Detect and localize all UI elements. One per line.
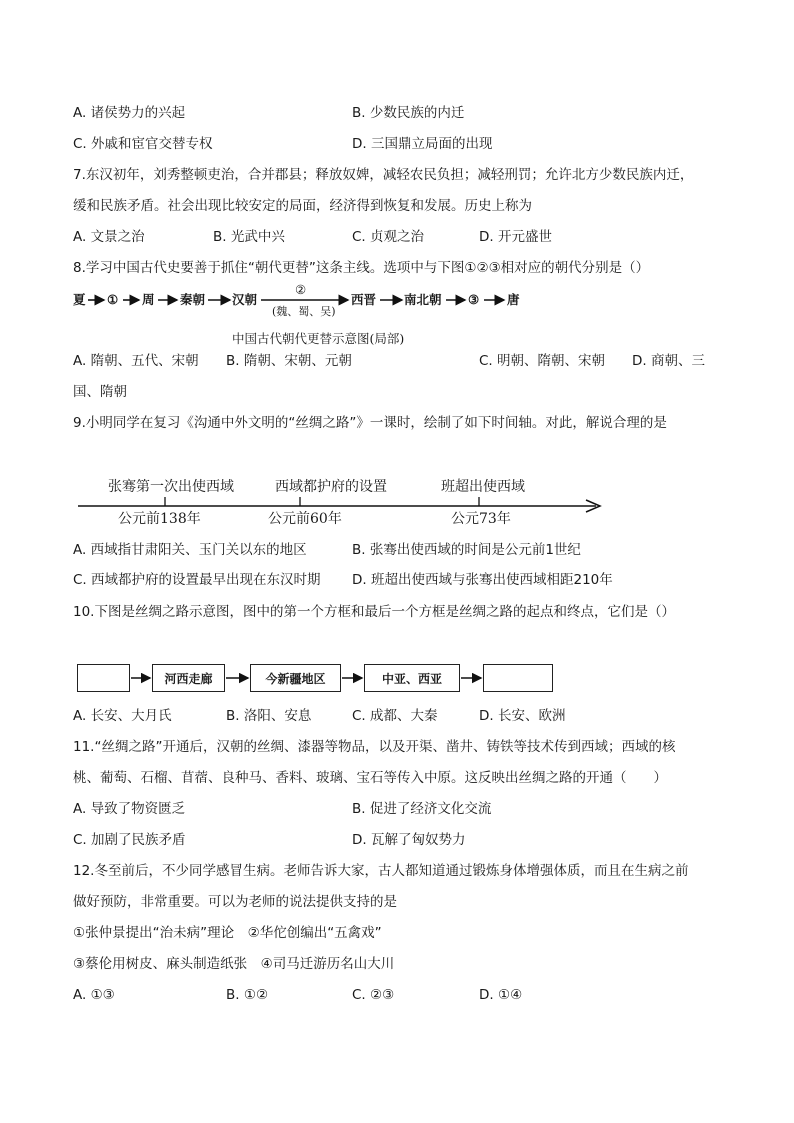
chain-mark-2-note: (魏、蜀、吴) (272, 305, 336, 318)
q12-items-line1: ①张仲景提出“治未病”理论 ②华佗创编出“五禽戏” (73, 925, 382, 941)
q10-stem: 10.下图是丝绸之路示意图，图中的第一个方框和最后一个方框是丝绸之路的起点和终点，它们是（） (73, 604, 675, 620)
chain-mark-3: ③ (468, 292, 480, 307)
q8-option-b[interactable]: B. 隋朝、宋朝、元朝 (226, 353, 352, 369)
q11-option-a[interactable]: A. 导致了物资匮乏 (73, 801, 186, 817)
chain-han: 汉朝 (232, 292, 258, 307)
q11-option-b[interactable]: B. 促进了经济文化交流 (352, 801, 492, 817)
q7-option-b[interactable]: B. 光武中兴 (213, 229, 285, 245)
chain-north-south: 南北朝 (404, 292, 442, 307)
q11-stem-line2: 桃、葡萄、石榴、苜蓿、良种马、香料、玻璃、宝石等传入中原。这反映出丝绸之路的开通（ ） (73, 770, 667, 786)
chain-mark-2: ② (295, 282, 307, 297)
q10-option-a[interactable]: A. 长安、大月氏 (73, 708, 172, 724)
route-arrows (75, 672, 555, 684)
q11-option-c[interactable]: C. 加剧了民族矛盾 (73, 832, 186, 848)
q8-option-c[interactable]: C. 明朝、隋朝、宋朝 (479, 353, 606, 369)
q12-stem-line1: 12.冬至前后，不少同学感冒生病。老师告诉大家，古人都知道通过锻炼身体增强体质，而且在生病之前 (73, 863, 689, 879)
timeline-event-label-2: 西域都护府的设置 (275, 479, 387, 495)
q7-stem-line2: 缓和民族矛盾。社会出现比较安定的局面，经济得到恢复和发展。历史上称为 (73, 198, 532, 214)
q12-stem-line2: 做好预防，非常重要。可以为老师的说法提供支持的是 (73, 894, 397, 910)
chain-zhou: 周 (142, 292, 155, 307)
q10-option-c[interactable]: C. 成都、大秦 (352, 708, 438, 724)
q8-stem: 8.学习中国古代史要善于抓住“朝代更替”这条主线。选项中与下图①②③相对应的朝代分别是（） (73, 260, 650, 276)
chain-western-jin: 西晋 (351, 292, 377, 307)
chain-arrows (60, 285, 600, 325)
q10-option-d[interactable]: D. 长安、欧洲 (479, 708, 566, 724)
q12-option-c[interactable]: C. ②③ (352, 987, 395, 1003)
q7-option-d[interactable]: D. 开元盛世 (479, 229, 552, 245)
q9-stem: 9.小明同学在复习《沟通中外文明的“丝绸之路”》一课时，绘制了如下时间轴。对此，解说合理的是 (73, 415, 667, 431)
q9-option-d[interactable]: D. 班超出使西域与张骞出使西域相距210年 (352, 572, 613, 588)
q9-option-b[interactable]: B. 张骞出使西域的时间是公元前1世纪 (352, 542, 581, 558)
q7-option-c[interactable]: C. 贞观之治 (352, 229, 425, 245)
q7-stem-line1: 7.东汉初年，刘秀整顿吏治，合并郡县；释放奴婢，减轻农民负担；减轻刑罚；允许北方少数民族内迁， (73, 167, 694, 183)
q6-option-c[interactable]: C. 外戚和宦官交替专权 (73, 136, 213, 152)
timeline-event-label-3: 班超出使西域 (441, 479, 525, 495)
route-box-hexi: 河西走廊 (152, 664, 225, 692)
q8-option-d[interactable]: D. 商朝、三 (632, 353, 705, 369)
q12-option-a[interactable]: A. ①③ (73, 987, 115, 1003)
q12-items-line2: ③蔡伦用树皮、麻头制造纸张 ④司马迁游历名山大川 (73, 956, 395, 972)
q6-option-b[interactable]: B. 少数民族的内迁 (352, 105, 465, 121)
q8-option-d-cont: 国、隋朝 (73, 384, 127, 400)
chain-tang: 唐 (507, 292, 520, 307)
q9-option-c[interactable]: C. 西域都护府的设置最早出现在东汉时期 (73, 572, 321, 588)
q7-option-a[interactable]: A. 文景之治 (73, 229, 145, 245)
route-box-xinjiang: 今新疆地区 (250, 664, 341, 692)
q6-option-d[interactable]: D. 三国鼎立局面的出现 (352, 136, 493, 152)
q10-option-b[interactable]: B. 洛阳、安息 (226, 708, 312, 724)
q11-stem-line1: 11.“丝绸之路”开通后，汉朝的丝绸、漆器等物品，以及开渠、凿井、铸铁等技术传到西域；西域的核 (73, 739, 676, 755)
q12-option-b[interactable]: B. ①② (226, 987, 269, 1003)
chain-mark-1: ① (107, 292, 119, 307)
chain-qin: 秦朝 (180, 292, 206, 307)
timeline-date-3: 公元73年 (451, 511, 511, 527)
chain-caption: 中国古代朝代更替示意图(局部) (232, 331, 405, 346)
q6-option-a[interactable]: A. 诸侯势力的兴起 (73, 105, 186, 121)
q9-option-a[interactable]: A. 西域指甘肃阳关、玉门关以东的地区 (73, 542, 307, 558)
route-box-central-west-asia: 中亚、西亚 (364, 664, 460, 692)
timeline-event-label-1: 张骞第一次出使西域 (108, 479, 234, 495)
q8-option-a[interactable]: A. 隋朝、五代、宋朝 (73, 353, 199, 369)
q11-option-d[interactable]: D. 瓦解了匈奴势力 (352, 832, 466, 848)
timeline-date-2: 公元前60年 (268, 511, 342, 527)
timeline-date-1: 公元前138年 (118, 511, 201, 527)
q12-option-d[interactable]: D. ①④ (479, 987, 523, 1003)
chain-xia: 夏 (73, 292, 86, 307)
